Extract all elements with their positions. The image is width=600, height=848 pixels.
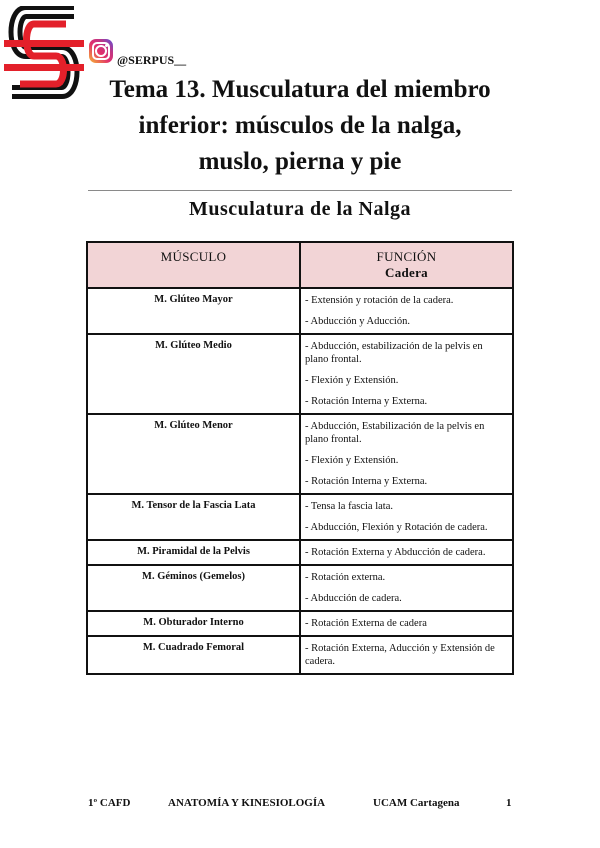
function-item: - Abducción y Aducción. — [305, 316, 410, 327]
table-row — [87, 414, 513, 494]
muscle-name: M. Glúteo Menor — [87, 414, 300, 494]
function-item: - Rotación Interna y Externa. — [305, 396, 428, 407]
muscle-name: M. Piramidal de la Pelvis — [87, 540, 300, 565]
table-row — [87, 611, 513, 636]
muscle-name: M. Glúteo Medio — [87, 334, 300, 414]
function-item: - Abducción de cadera. — [305, 593, 402, 604]
function-cell — [300, 565, 513, 611]
function-cell — [300, 636, 513, 674]
page-title: Tema 13. Musculatura del miembro inferior: músculos de la nalga, muslo, pierna y pie — [109, 76, 491, 175]
function-cell — [300, 334, 513, 414]
function-cell — [300, 611, 513, 636]
function-item: - Abducción, Flexión y Rotación de cadera. — [305, 522, 488, 533]
muscle-name: M. Géminos (Gemelos) — [87, 565, 300, 611]
muscle-table — [86, 241, 514, 675]
function-item: - Tensa la fascia lata. — [305, 501, 393, 512]
table-header-row — [87, 242, 513, 288]
divider — [88, 190, 512, 191]
footer-subject: ANATOMÍA Y KINESIOLOGÍA — [168, 797, 326, 809]
instagram-icon[interactable] — [89, 39, 113, 63]
function-item: - Abducción, estabilización de la pelvis en plano frontal. — [305, 341, 483, 365]
muscle-name: M. Cuadrado Femoral — [87, 636, 300, 674]
col-header-function-label: FUNCIÓN — [376, 249, 437, 264]
function-item: - Extensión y rotación de la cadera. — [305, 295, 454, 306]
muscle-name: M. Tensor de la Fascia Lata — [87, 494, 300, 540]
col-header-function — [300, 242, 513, 288]
table-row — [87, 540, 513, 565]
serpus-logo — [4, 6, 84, 106]
muscle-name: M. Glúteo Mayor — [87, 288, 300, 334]
table-row — [87, 494, 513, 540]
function-item: - Rotación Externa, Aducción y Extensión de cadera. — [305, 643, 495, 667]
table-row — [87, 565, 513, 611]
function-item: - Flexión y Extensión. — [305, 375, 399, 386]
table-row — [87, 288, 513, 334]
function-item: - Rotación Externa y Abducción de cadera. — [305, 547, 486, 558]
col-header-function-sub: Cadera — [385, 265, 428, 280]
footer-page-number: 1 — [506, 797, 512, 809]
function-item: - Rotación Interna y Externa. — [305, 476, 428, 487]
table-row — [87, 636, 513, 674]
muscle-name: M. Obturador Interno — [87, 611, 300, 636]
table-row — [87, 334, 513, 414]
function-item: - Rotación externa. — [305, 572, 386, 583]
footer-university: UCAM Cartagena — [373, 797, 460, 809]
function-cell — [300, 540, 513, 565]
function-cell — [300, 288, 513, 334]
instagram-handle[interactable]: @SERPUS__ — [117, 53, 187, 67]
function-cell — [300, 494, 513, 540]
footer-course: 1º CAFD — [88, 797, 131, 809]
function-cell — [300, 414, 513, 494]
section-title: Musculatura de la Nalga — [188, 198, 412, 220]
col-header-muscle: MÚSCULO — [87, 242, 300, 288]
function-item: - Abducción, Estabilización de la pelvis en plano frontal. — [305, 421, 485, 445]
function-item: - Rotación Externa de cadera — [305, 618, 427, 629]
function-item: - Flexión y Extensión. — [305, 455, 399, 466]
